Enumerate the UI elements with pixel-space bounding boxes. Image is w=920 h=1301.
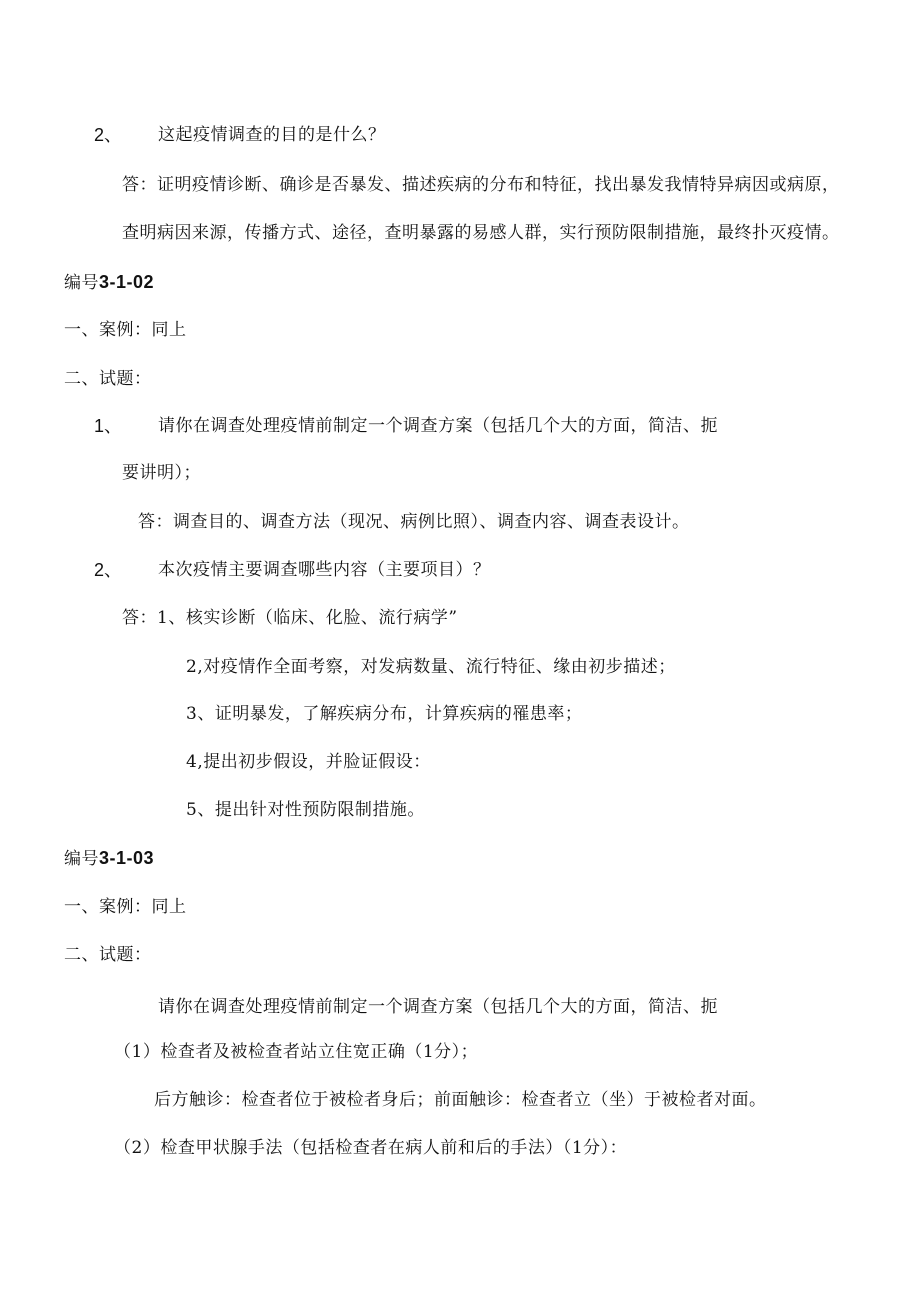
answer-line: 2,对疫情作全面考察，对发病数量、流行特征、缘由初步描述；: [186, 657, 676, 677]
section-code: 3-1-03: [99, 848, 155, 868]
answer-line: 查明病因来源，传播方式、途径，查明暴露的易感人群，实行预防限制措施，最终扑灭疫情。: [122, 223, 840, 243]
answer-line: 5、提出针对性预防限制措施。: [186, 800, 425, 820]
question-text: 请你在调查处理疫情前制定一个调查方案（包括几个大的方面，简洁、扼: [158, 416, 718, 436]
answer-line: 4,提出初步假设，并脸证假设：: [186, 752, 431, 772]
question-number: 1、: [94, 416, 123, 436]
section-heading: [64, 270, 154, 295]
list-item: （1）检查者及被检查者站立住宽正确（1分）；: [114, 1042, 479, 1062]
question-text: 请你在调查处理疫情前制定一个调查方案（包括几个大的方面，简洁、扼: [158, 997, 718, 1017]
question-text: 要讲明）；: [122, 463, 201, 483]
question-text: 本次疫情主要调查哪些内容（主要项目）？: [158, 560, 491, 580]
section-heading: [64, 846, 154, 871]
question-number: 2、: [94, 560, 123, 580]
section-label: 编号: [64, 273, 99, 293]
item-detail: 后方触诊：检查者位于被检者身后；前面触诊：检查者立（坐）于被检者对面。: [154, 1090, 767, 1110]
answer-line: 答：调查目的、调查方法（现况、病例比照）、调查内容、调查表设计。: [138, 512, 690, 532]
case-line: 一、案例：同上: [64, 320, 187, 340]
questions-heading: 二、试题：: [64, 369, 152, 389]
answer-line: 答：1、核实诊断（临床、化脸、流行病学”: [122, 608, 458, 628]
questions-heading: 二、试题：: [64, 945, 152, 965]
question-number: 2、: [94, 125, 123, 145]
question-text: 这起疫情调查的目的是什么？: [158, 125, 386, 145]
section-label: 编号: [64, 849, 99, 869]
case-line: 一、案例：同上: [64, 897, 187, 917]
answer-line: 答：证明疫情诊断、确诊是否暴发、描述疾病的分布和特征，找出暴发我情特异病因或病原，: [122, 175, 840, 195]
list-item: （2）检查甲状腺手法（包括检查者在病人前和后的手法）（1分）：: [114, 1138, 628, 1158]
answer-line: 3、证明暴发，了解疾病分布，计算疾病的罹患率；: [186, 704, 583, 724]
section-code: 3-1-02: [99, 272, 155, 292]
